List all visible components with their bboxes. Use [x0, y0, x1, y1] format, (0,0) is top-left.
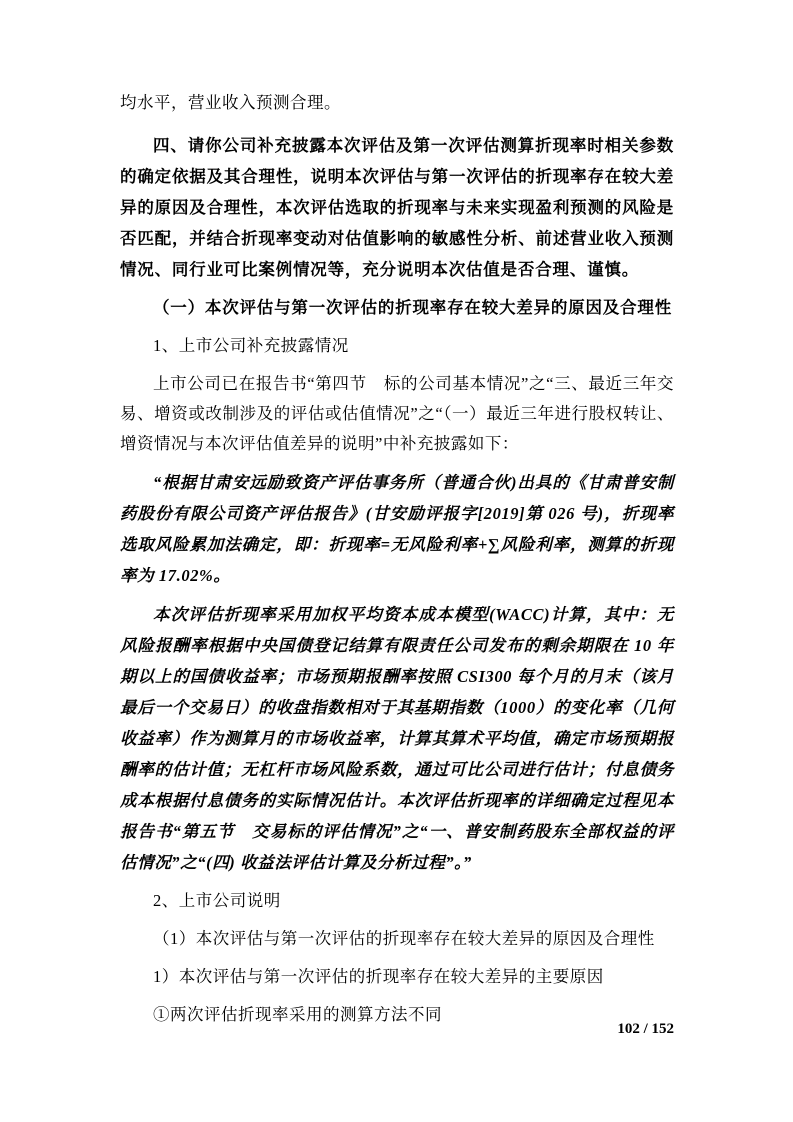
sub-heading-company-statement: 2、上市公司说明: [153, 891, 281, 910]
paragraph-item-1: （1）本次评估与第一次评估的折现率存在较大差异的原因及合理性: [153, 929, 655, 948]
quote-paragraph-wacc: 本次评估折现率采用加权平均资本成本模型(WACC)计算，其中：无风险报酬率根据中央国债登记结算有限责任公司发布的剩余期限在 10 年期以上的国债收益率；市场预期报酬率按照 CSI300 每个月的月末（该月最后一个交易日）的收盘指数相对于其基期指数（1000）的变化率（几何收益率）作为测算月的市场收益率，计算其算术平均值，确定市场预期报酬率的估计值；无杠杆市场风险系数，通过可比公司进行估计；付息债务成本根据付息债务的实际情况估计。本次评估折现率的详细确定过程见本报告书“第五节 交易标的评估情况”之“一、普安制药股东全部权益的评估情况”之“(四) 收益法评估计算及分析过程”。”: [120, 605, 674, 872]
paragraph-continuation: 均水平，营业收入预测合理。: [120, 93, 341, 112]
paragraph-item-circle-1: ①两次评估折现率采用的测算方法不同: [153, 1005, 442, 1024]
paragraph-item-1-1: 1）本次评估与第一次评估的折现率存在较大差异的主要原因: [153, 967, 604, 986]
paragraph-disclosure-intro: 上市公司已在报告书“第四节 标的公司基本情况”之“三、最近三年交易、增资或改制涉及的评估或估值情况”之“（一）最近三年进行股权转让、增资情况与本次评估值差异的说明”中补充披露如下：: [120, 374, 674, 453]
quote-paragraph-first-valuation: “根据甘肃安远励致资产评估事务所（普通合伙)出具的《甘肃普安制药股份有限公司资产评估报告》(甘安励评报字[2019]第 026 号)，折现率选取风险累加法确定，即：折现率=无风险利率+∑风险利率，测算的折现率为 17.02%。: [120, 473, 674, 585]
sub-heading-disclosure: 1、上市公司补充披露情况: [153, 336, 349, 355]
section-heading: （一）本次评估与第一次评估的折现率存在较大差异的原因及合理性: [153, 298, 672, 317]
question-heading-paragraph: 四、请你公司补充披露本次评估及第一次评估测算折现率时相关参数的确定依据及其合理性，说明本次评估与第一次评估的折现率存在较大差异的原因及合理性，本次评估选取的折现率与未来实现盈利预测的风险是否匹配，并结合折现率变动对估值影响的敏感性分析、前述营业收入预测情况、同行业可比案例情况等，充分说明本次估值是否合理、谨慎。: [120, 136, 674, 279]
page-content: [120, 88, 674, 1038]
page-number: 102 / 152: [617, 1021, 674, 1037]
